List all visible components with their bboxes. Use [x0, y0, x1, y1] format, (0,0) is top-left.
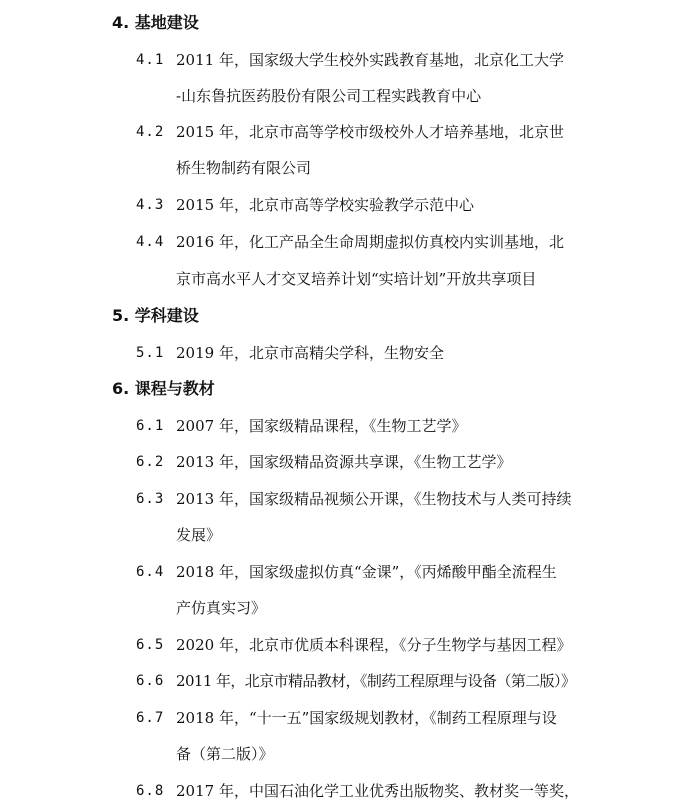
item-number: 4.3	[136, 197, 165, 213]
item-number: 6.8	[136, 783, 165, 799]
item-text: 备（第二版）》	[176, 745, 274, 763]
item-text: 产仿真实习》	[176, 599, 267, 617]
item-number: 4.2	[136, 124, 165, 140]
item-text: 2019 年，北京市高精尖学科，生物安全	[176, 344, 444, 362]
item-number: 6.5	[136, 637, 165, 653]
item-text: 2020 年，北京市优质本科课程，《分子生物学与基因工程》	[176, 636, 572, 654]
item-text: 2011 年，北京市精品教材，《制药工程原理与设备（第二版）》	[176, 672, 576, 690]
item-text: 2018 年，国家级虚拟仿真“金课”，《丙烯酸甲酯全流程生	[176, 563, 557, 581]
item-text: 京市高水平人才交叉培养计划“实培计划”开放共享项目	[176, 270, 537, 288]
item-text: 2013 年，国家级精品资源共享课，《生物工艺学》	[176, 453, 512, 471]
item-text: 发展》	[176, 526, 222, 544]
item-number: 6.1	[136, 418, 165, 434]
item-text: 2011 年，国家级大学生校外实践教育基地，北京化工大学	[176, 51, 564, 69]
item-text: 2016 年，化工产品全生命周期虚拟仿真校内实训基地，北	[176, 233, 564, 251]
item-text: 2018 年，“十一五”国家级规划教材，《制药工程原理与设	[176, 709, 557, 727]
item-number: 6.6	[136, 673, 165, 689]
item-number: 6.4	[136, 564, 165, 580]
item-number: 6.3	[136, 491, 165, 507]
item-text: 2013 年，国家级精品视频公开课，《生物技术与人类可持续	[176, 490, 572, 508]
item-number: 5.1	[136, 345, 165, 361]
section-heading-4: 4. 基地建设	[112, 13, 199, 32]
item-text: 2015 年，北京市高等学校市级校外人才培养基地，北京世	[176, 123, 564, 141]
item-number: 4.4	[136, 234, 165, 250]
item-text: 2015 年，北京市高等学校实验教学示范中心	[176, 196, 474, 214]
item-text: 桥生物制药有限公司	[176, 159, 312, 177]
item-number: 6.7	[136, 710, 165, 726]
item-text: 2007 年，国家级精品课程，《生物工艺学》	[176, 417, 467, 435]
item-number: 4.1	[136, 52, 165, 68]
item-number: 6.2	[136, 454, 165, 470]
item-text: -山东鲁抗医药股份有限公司工程实践教育中心	[176, 87, 482, 105]
item-text: 2017 年，中国石油化学工业优秀出版物奖、教材奖一等奖，	[176, 782, 579, 800]
section-heading-6: 6. 课程与教材	[112, 379, 215, 398]
section-heading-5: 5. 学科建设	[112, 306, 199, 325]
